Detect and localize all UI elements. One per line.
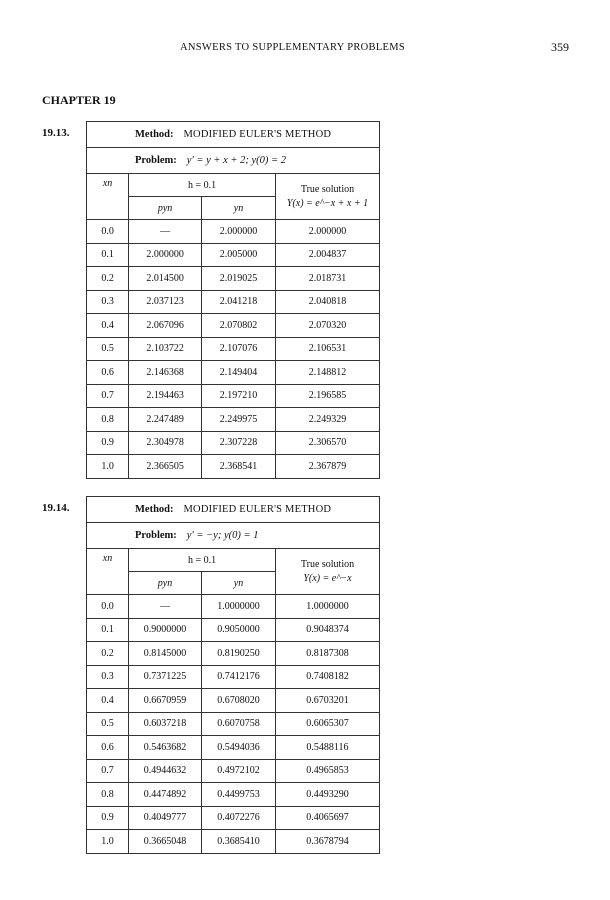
- table-row: [87, 220, 380, 244]
- cell-xn: 0.9: [87, 431, 129, 455]
- cell-pyn: 0.4474892: [129, 783, 202, 807]
- cell-pyn: 2.000000: [129, 243, 202, 267]
- cell-true: 2.306570: [275, 431, 379, 455]
- cell-yn: 0.6708020: [202, 689, 276, 713]
- table-row: [87, 384, 380, 408]
- cell-true: 2.249329: [275, 408, 379, 432]
- cell-xn: 0.5: [87, 712, 129, 736]
- cell-yn: 1.0000000: [202, 595, 276, 619]
- cell-xn: 0.8: [87, 783, 129, 807]
- cell-pyn: 2.037123: [129, 290, 202, 314]
- problem-row: [87, 148, 380, 174]
- cell-yn: 2.107076: [202, 337, 276, 361]
- cell-yn: 2.368541: [202, 455, 276, 479]
- cell-xn: 0.7: [87, 759, 129, 783]
- cell-pyn: 2.103722: [129, 337, 202, 361]
- col-header-true-solution: [275, 174, 379, 220]
- table-row: [87, 431, 380, 455]
- col-header-h: h = 0.1: [129, 174, 276, 197]
- problem-label: Problem:: [135, 155, 177, 166]
- col-header-yn: yn: [202, 572, 276, 595]
- cell-pyn: 0.6670959: [129, 689, 202, 713]
- cell-pyn: 2.014500: [129, 267, 202, 291]
- cell-true: 2.018731: [275, 267, 379, 291]
- cell-pyn: 0.3665048: [129, 830, 202, 854]
- table-row: [87, 314, 380, 338]
- table-row: [87, 689, 380, 713]
- table-row: [87, 267, 380, 291]
- method-label: Method:: [135, 129, 174, 140]
- cell-xn: 1.0: [87, 830, 129, 854]
- page-header: [0, 40, 610, 60]
- method-row: [87, 497, 380, 523]
- cell-yn: 2.197210: [202, 384, 276, 408]
- cell-xn: 0.7: [87, 384, 129, 408]
- table-row: [87, 290, 380, 314]
- cell-true: 2.196585: [275, 384, 379, 408]
- cell-xn: 0.9: [87, 806, 129, 830]
- cell-xn: 0.3: [87, 290, 129, 314]
- cell-true: 0.9048374: [276, 618, 380, 642]
- table-row: [87, 712, 380, 736]
- cell-yn: 0.9050000: [202, 618, 276, 642]
- running-title: ANSWERS TO SUPPLEMENTARY PROBLEMS: [180, 42, 406, 53]
- problem-equation: y′ = −y; y(0) = 1: [186, 530, 259, 541]
- cell-true: 0.4065697: [276, 806, 380, 830]
- col-header-h: h = 0.1: [129, 549, 276, 572]
- cell-xn: 0.1: [87, 243, 129, 267]
- cell-pyn: 2.067096: [129, 314, 202, 338]
- cell-true: 2.148812: [275, 361, 379, 385]
- cell-xn: 0.0: [87, 220, 129, 244]
- cell-pyn: 0.4049777: [129, 806, 202, 830]
- cell-pyn: 0.6037218: [129, 712, 202, 736]
- table-row: [87, 665, 380, 689]
- cell-true: 0.6065307: [276, 712, 380, 736]
- cell-pyn: 0.8145000: [129, 642, 202, 666]
- cell-xn: 0.1: [87, 618, 129, 642]
- cell-yn: 2.307228: [202, 431, 276, 455]
- cell-true: 2.367879: [275, 455, 379, 479]
- problem-row: [87, 523, 380, 549]
- cell-yn: 2.070802: [202, 314, 276, 338]
- method-name: MODIFIED EULER'S METHOD: [183, 129, 332, 140]
- cell-pyn: 0.4944632: [129, 759, 202, 783]
- col-header-pyn: pyn: [129, 197, 202, 220]
- cell-yn: 2.019025: [202, 267, 276, 291]
- cell-true: 0.8187308: [276, 642, 380, 666]
- cell-yn: 0.7412176: [202, 665, 276, 689]
- cell-xn: 0.4: [87, 314, 129, 338]
- cell-yn: 2.000000: [202, 220, 276, 244]
- cell-pyn: 2.247489: [129, 408, 202, 432]
- table-row: [87, 806, 380, 830]
- cell-yn: 0.4499753: [202, 783, 276, 807]
- chapter-heading: CHAPTER 19: [42, 93, 116, 107]
- cell-yn: 0.6070758: [202, 712, 276, 736]
- table-row: [87, 642, 380, 666]
- results-table: [86, 121, 380, 479]
- cell-xn: 0.8: [87, 408, 129, 432]
- cell-pyn: —: [129, 220, 202, 244]
- cell-true: 1.0000000: [276, 595, 380, 619]
- results-table: [86, 496, 380, 854]
- cell-pyn: 0.9000000: [129, 618, 202, 642]
- cell-xn: 1.0: [87, 455, 129, 479]
- table-row: [87, 618, 380, 642]
- cell-xn: 0.3: [87, 665, 129, 689]
- problem-number: 19.14.: [42, 502, 70, 514]
- cell-xn: 0.5: [87, 337, 129, 361]
- cell-yn: 2.005000: [202, 243, 276, 267]
- cell-pyn: 2.146368: [129, 361, 202, 385]
- table-row: [87, 595, 380, 619]
- true-solution-title: True solution: [300, 558, 355, 570]
- cell-yn: 0.4072276: [202, 806, 276, 830]
- cell-true: 0.4965853: [276, 759, 380, 783]
- cell-true: 0.4493290: [276, 783, 380, 807]
- cell-true: 0.6703201: [276, 689, 380, 713]
- cell-xn: 0.2: [87, 267, 129, 291]
- cell-xn: 0.0: [87, 595, 129, 619]
- cell-xn: 0.6: [87, 361, 129, 385]
- cell-xn: 0.2: [87, 642, 129, 666]
- header-row: [87, 174, 380, 197]
- cell-yn: 0.5494036: [202, 736, 276, 760]
- cell-true: 2.070320: [275, 314, 379, 338]
- col-header-yn: yn: [202, 197, 276, 220]
- cell-true: 2.004837: [275, 243, 379, 267]
- table-row: [87, 783, 380, 807]
- cell-xn: 0.6: [87, 736, 129, 760]
- problem-label: Problem:: [135, 530, 177, 541]
- cell-pyn: —: [129, 595, 202, 619]
- cell-true: 0.7408182: [276, 665, 380, 689]
- cell-yn: 0.8190250: [202, 642, 276, 666]
- cell-yn: 0.4972102: [202, 759, 276, 783]
- col-header-pyn: pyn: [129, 572, 202, 595]
- cell-true: 0.3678794: [276, 830, 380, 854]
- page-number: 359: [551, 40, 569, 54]
- table-row: [87, 361, 380, 385]
- method-label: Method:: [135, 504, 174, 515]
- table-row: [87, 736, 380, 760]
- cell-true: 2.000000: [275, 220, 379, 244]
- cell-yn: 2.041218: [202, 290, 276, 314]
- cell-pyn: 2.304978: [129, 431, 202, 455]
- method-name: MODIFIED EULER'S METHOD: [183, 504, 332, 515]
- true-solution-title: True solution: [300, 183, 355, 195]
- cell-true: 0.5488116: [276, 736, 380, 760]
- problem-equation: y′ = y + x + 2; y(0) = 2: [186, 155, 286, 166]
- col-header-xn: xn: [87, 549, 129, 595]
- col-header-true-solution: [276, 549, 380, 595]
- table-row: [87, 337, 380, 361]
- table-row: [87, 759, 380, 783]
- true-solution-formula: Y(x) = e^−x: [303, 572, 352, 584]
- col-header-xn: xn: [87, 174, 129, 220]
- header-row: [87, 549, 380, 572]
- cell-yn: 2.249975: [202, 408, 276, 432]
- cell-pyn: 0.5463682: [129, 736, 202, 760]
- cell-pyn: 2.194463: [129, 384, 202, 408]
- method-row: [87, 122, 380, 148]
- problem-number: 19.13.: [42, 127, 70, 139]
- cell-true: 2.106531: [275, 337, 379, 361]
- cell-pyn: 2.366505: [129, 455, 202, 479]
- table-row: [87, 830, 380, 854]
- cell-pyn: 0.7371225: [129, 665, 202, 689]
- table-row: [87, 455, 380, 479]
- cell-yn: 2.149404: [202, 361, 276, 385]
- true-solution-formula: Y(x) = e^−x + x + 1: [286, 197, 369, 209]
- table-row: [87, 243, 380, 267]
- cell-xn: 0.4: [87, 689, 129, 713]
- cell-yn: 0.3685410: [202, 830, 276, 854]
- table-row: [87, 408, 380, 432]
- cell-true: 2.040818: [275, 290, 379, 314]
